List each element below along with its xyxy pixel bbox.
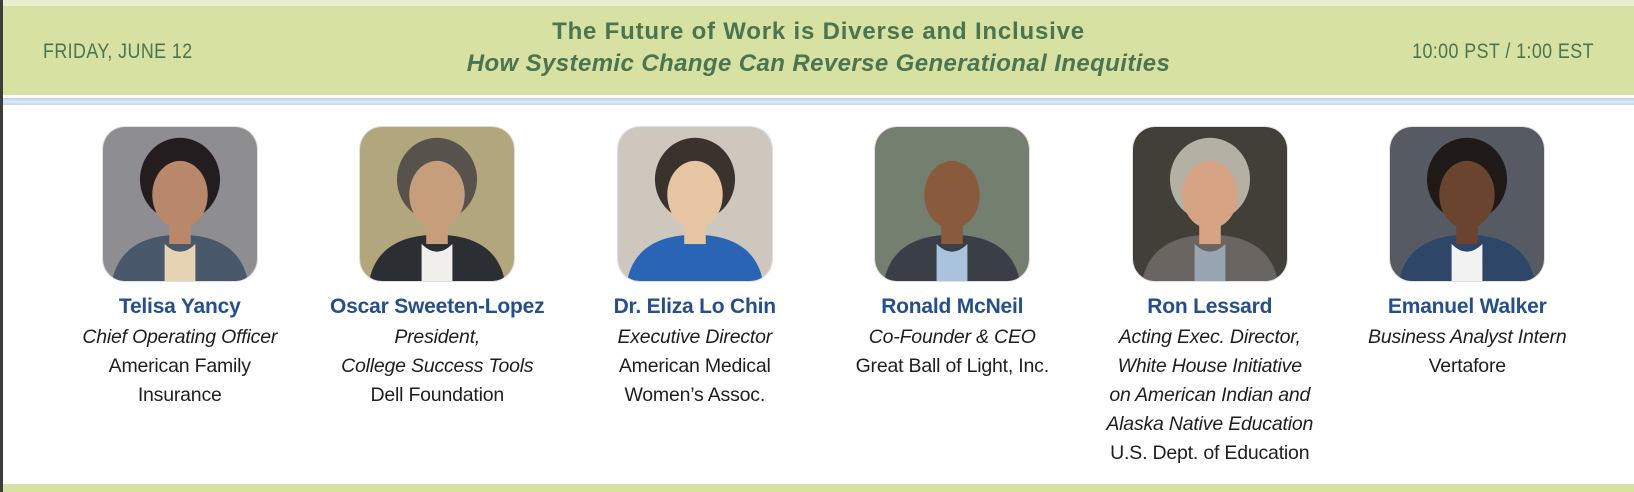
session-header-band <box>3 0 1634 95</box>
speaker-org-line: American Family <box>108 355 251 377</box>
person-avatar-icon <box>618 127 772 281</box>
person-avatar-icon <box>103 127 257 281</box>
person-avatar-icon <box>1133 127 1287 281</box>
speaker-org-line: American Medical <box>618 355 771 377</box>
speaker-details <box>1106 323 1313 468</box>
person-avatar-icon <box>875 127 1029 281</box>
speaker-title-line: Chief Operating Officer <box>82 326 278 348</box>
speaker-details <box>856 323 1049 381</box>
speaker-title-line: Co-Founder & CEO <box>868 326 1036 348</box>
speaker-name: Emanuel Walker <box>1387 295 1547 318</box>
speaker-name: Ron Lessard <box>1147 295 1273 318</box>
speaker-name: Telisa Yancy <box>118 295 241 318</box>
speaker-org-line: Women’s Assoc. <box>624 384 766 406</box>
speaker-card-eliza-lo-chin <box>566 127 824 468</box>
speaker-details <box>82 323 277 410</box>
speaker-name: Oscar Sweeten-Lopez <box>330 295 545 318</box>
speaker-title-line: White House Initiative <box>1117 355 1302 377</box>
speaker-card-emanuel-walker <box>1339 127 1597 468</box>
speakers-row <box>51 127 1596 468</box>
headshot-photo <box>103 127 257 281</box>
speaker-org-line: Great Ball of Light, Inc. <box>855 355 1049 377</box>
speaker-org-line: Insurance <box>137 384 222 406</box>
speaker-card-ron-lessard <box>1081 127 1339 468</box>
speaker-name: Ronald McNeil <box>881 295 1024 318</box>
speaker-org-line: Vertafore <box>1428 355 1506 377</box>
speaker-details <box>617 323 772 410</box>
person-avatar-icon <box>360 127 514 281</box>
speaker-org-line: U.S. Dept. of Education <box>1110 442 1310 464</box>
session-time: 10:00 PST / 1:00 EST <box>1412 40 1594 63</box>
session-subtitle: How Systemic Change Can Reverse Generational Inequities <box>466 50 1171 77</box>
bottom-green-strip <box>3 484 1634 492</box>
speaker-details <box>341 323 533 410</box>
headshot-photo <box>1133 127 1287 281</box>
session-title: The Future of Work is Diverse and Inclusive <box>552 18 1085 45</box>
speaker-details <box>1368 323 1566 381</box>
headshot-photo <box>618 127 772 281</box>
speaker-title-line: President, <box>394 326 481 348</box>
session-titles <box>3 16 1634 80</box>
person-avatar-icon <box>1390 127 1544 281</box>
speaker-title-line: Business Analyst Intern <box>1368 326 1567 348</box>
headshot-photo <box>360 127 514 281</box>
blue-divider-rule <box>3 98 1634 105</box>
speaker-card-ronald-mcneil <box>824 127 1082 468</box>
session-date: FRIDAY, JUNE 12 <box>43 40 193 63</box>
headshot-photo <box>1390 127 1544 281</box>
speaker-title-line: College Success Tools <box>341 355 534 377</box>
speaker-title-line: on American Indian and <box>1109 384 1311 406</box>
speaker-title-line: Executive Director <box>617 326 773 348</box>
speaker-card-telisa-yancy <box>51 127 309 468</box>
speaker-org-line: Dell Foundation <box>370 384 505 406</box>
headshot-photo <box>875 127 1029 281</box>
speaker-title-line: Alaska Native Education <box>1106 413 1314 435</box>
speaker-card-oscar-sweeten-lopez <box>309 127 567 468</box>
speaker-title-line: Acting Exec. Director, <box>1118 326 1301 348</box>
speaker-name: Dr. Eliza Lo Chin <box>613 295 776 318</box>
